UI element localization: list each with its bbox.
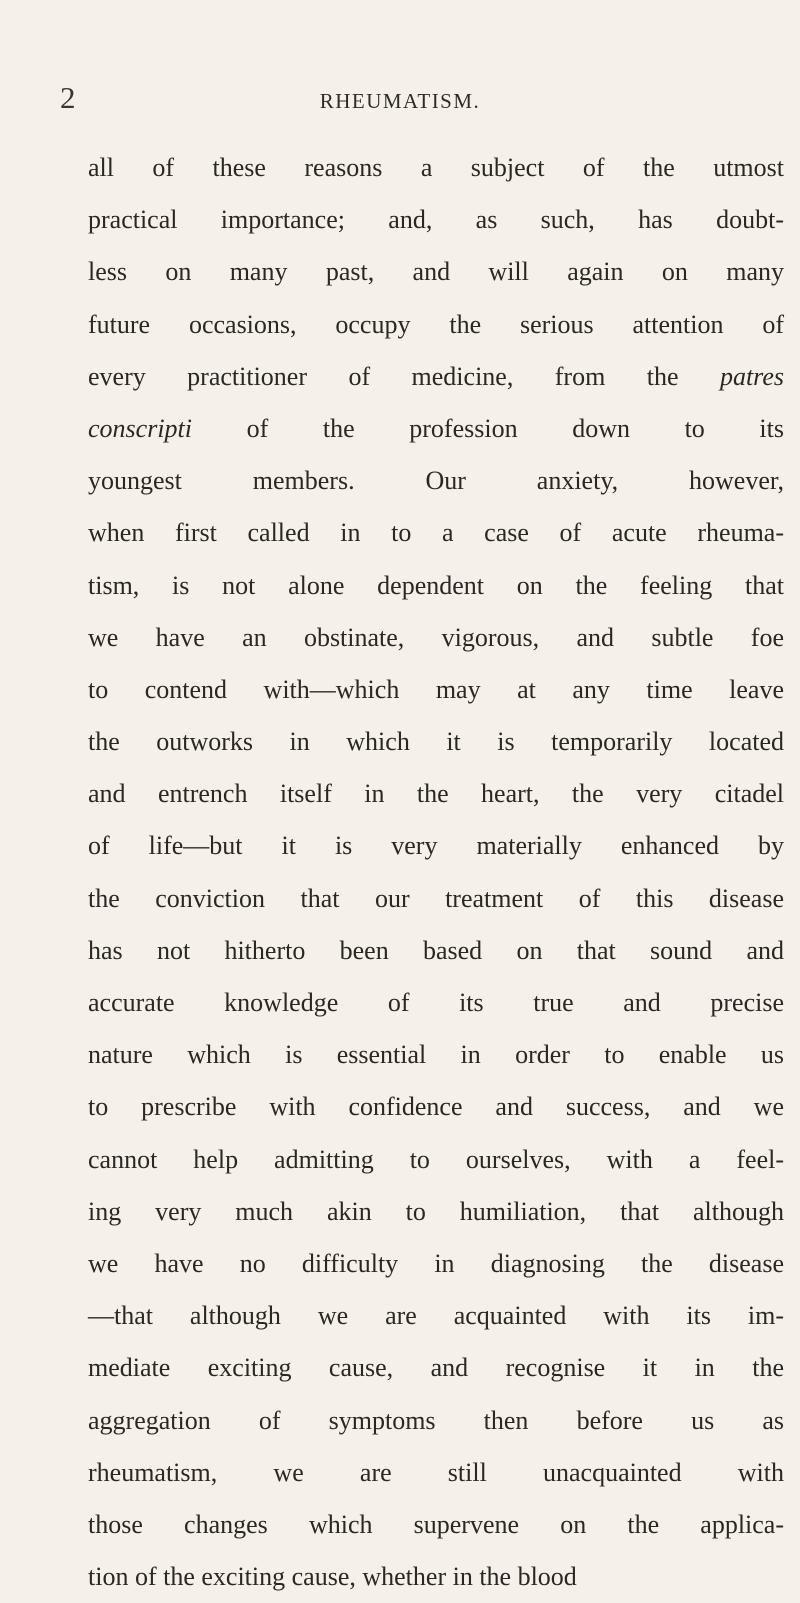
text-segment: every practitioner of medicine, from the (88, 361, 720, 391)
italic-phrase: conscripti (88, 413, 192, 443)
text-line: of life—but it is very materially enhanced by (88, 831, 784, 861)
text-line: practical importance; and, as such, has doubt- (88, 205, 784, 235)
text-line: aggregation of symptoms then before us as (88, 1405, 784, 1435)
text-line (88, 351, 784, 403)
text-segment: of the profession down to its (192, 413, 784, 443)
running-head: RHEUMATISM. (319, 89, 481, 113)
text-line: accurate knowledge of its true and precise (88, 988, 784, 1017)
text-line: when first called in to a case of acute rheuma- (88, 518, 784, 548)
text-line: tism, is not alone dependent on the feeling that (88, 570, 784, 600)
italic-phrase: patres (719, 361, 784, 391)
text-line: to prescribe with confidence and success, and we (88, 1092, 784, 1122)
text-line: less on many past, and will again on many (88, 257, 784, 287)
text-line: cannot help admitting to ourselves, with a feel- (88, 1144, 784, 1174)
text-line (88, 403, 784, 455)
text-line: mediate exciting cause, and recognise it in the (88, 1353, 784, 1383)
text-line: future occasions, occupy the serious attention of (88, 309, 784, 339)
page-number: 2 (60, 80, 76, 115)
text-line: rheumatism, we are still unacquainted with (88, 1457, 784, 1487)
text-line: youngest members. Our anxiety, however, (88, 466, 784, 496)
text-line: ing very much akin to humiliation, that although (88, 1196, 784, 1226)
text-line: has not hitherto been based on that sound and (88, 935, 784, 965)
text-line: tion of the exciting cause, whether in the blood (88, 1562, 577, 1592)
text-line: the outworks in which it is temporarily located (88, 727, 784, 757)
text-line: we have no difficulty in diagnosing the disease (88, 1248, 784, 1278)
text-line: we have an obstinate, vigorous, and subtle foe (88, 622, 784, 652)
text-line: all of these reasons a subject of the utmost (88, 153, 784, 182)
text-line: the conviction that our treatment of this disease (88, 883, 784, 913)
text-line: nature which is essential in order to enable us (88, 1040, 784, 1070)
text-line: those changes which supervene on the applica- (88, 1509, 784, 1539)
body-text (88, 142, 784, 1603)
text-line: and entrench itself in the heart, the very citadel (88, 779, 784, 809)
text-line: to contend with—which may at any time leave (88, 674, 784, 704)
text-line: —that although we are acquainted with its im- (88, 1301, 784, 1331)
